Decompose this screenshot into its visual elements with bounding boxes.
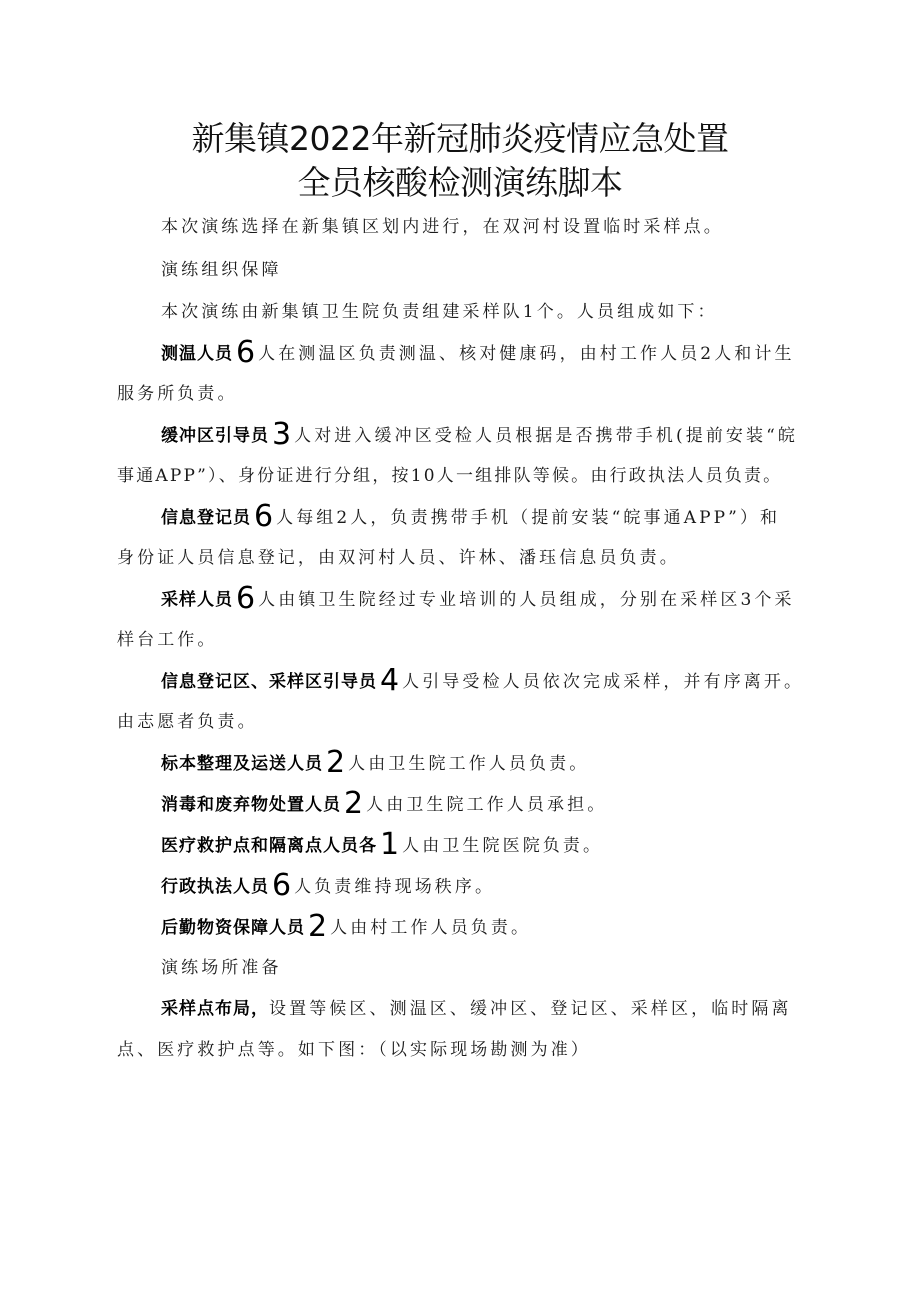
role-line bbox=[161, 333, 795, 374]
role-count: 2 bbox=[326, 745, 346, 780]
role-label: 后勤物资保障人员 bbox=[161, 918, 305, 938]
role-text: 人引导受检人员依次完成采样，并有序离开。 bbox=[402, 672, 805, 692]
role-label: 测温人员 bbox=[161, 344, 233, 364]
role-count: 4 bbox=[380, 663, 400, 698]
role-label: 消毒和废弃物处置人员 bbox=[161, 795, 341, 815]
layout-line bbox=[161, 989, 792, 1029]
role-count: 6 bbox=[236, 581, 256, 616]
layout-line-continuation: 点、医疗救护点等。如下图：（以实际现场勘测为准） bbox=[117, 1040, 591, 1060]
layout-label: 采样点布局， bbox=[161, 999, 269, 1019]
intro-paragraph: 本次演练选择在新集镇区划内进行，在双河村设置临时采样点。 bbox=[161, 217, 724, 237]
team-intro-paragraph: 本次演练由新集镇卫生院负责组建采样队1个。人员组成如下： bbox=[161, 302, 718, 322]
role-text: 人每组2人，负责携带手机（提前安装“皖事通APP”）和 bbox=[276, 508, 781, 528]
role-line bbox=[161, 907, 531, 948]
role-line-continuation: 样台工作。 bbox=[117, 630, 218, 650]
role-text: 人由卫生院医院负责。 bbox=[402, 836, 604, 856]
role-line-continuation: 事通APP”）、身份证进行分组，按10人一组排队等候。由行政执法人员负责。 bbox=[117, 466, 783, 486]
role-label: 医疗救护点和隔离点人员各 bbox=[161, 836, 377, 856]
role-line-continuation: 身份证人员信息登记，由双河村人员、许林、潘珏信息员负责。 bbox=[117, 548, 680, 568]
section-heading-venue: 演练场所准备 bbox=[161, 958, 282, 978]
role-line bbox=[161, 825, 603, 866]
role-text: 人负责维持现场秩序。 bbox=[294, 877, 496, 897]
role-label: 信息登记员 bbox=[161, 508, 251, 528]
role-line bbox=[161, 579, 795, 620]
role-line-continuation: 由志愿者负责。 bbox=[117, 712, 258, 732]
title-line-1: 新集镇2022年新冠肺炎疫情应急处置 bbox=[191, 119, 729, 158]
role-label: 行政执法人员 bbox=[161, 877, 269, 897]
role-text: 人由镇卫生院经过专业培训的人员组成，分别在采样区3个采 bbox=[258, 590, 795, 610]
role-count: 6 bbox=[254, 499, 274, 534]
role-line bbox=[161, 866, 495, 907]
role-label: 信息登记区、采样区引导员 bbox=[161, 672, 377, 692]
role-text: 人对进入缓冲区受检人员根据是否携带手机(提前安装“皖 bbox=[294, 426, 799, 446]
layout-text: 设置等候区、测温区、缓冲区、登记区、采样区，临时隔离 bbox=[269, 999, 792, 1019]
role-count: 6 bbox=[272, 868, 292, 903]
role-count: 3 bbox=[272, 417, 292, 452]
role-text: 人由卫生院工作人员承担。 bbox=[366, 795, 608, 815]
role-count: 2 bbox=[308, 909, 328, 944]
role-line bbox=[161, 784, 607, 825]
role-text: 人由卫生院工作人员负责。 bbox=[348, 754, 590, 774]
section-heading-organization: 演练组织保障 bbox=[161, 260, 282, 280]
role-line-continuation: 服务所负责。 bbox=[117, 384, 238, 404]
role-text: 人在测温区负责测温、核对健康码，由村工作人员2人和计生 bbox=[258, 344, 795, 364]
role-line bbox=[161, 415, 798, 456]
role-count: 1 bbox=[380, 827, 400, 862]
role-label: 标本整理及运送人员 bbox=[161, 754, 323, 774]
role-label: 缓冲区引导员 bbox=[161, 426, 269, 446]
role-line bbox=[161, 497, 780, 538]
role-text: 人由村工作人员负责。 bbox=[330, 918, 532, 938]
role-line bbox=[161, 743, 589, 784]
title-line-2: 全员核酸检测演练脚本 bbox=[297, 163, 623, 202]
role-count: 6 bbox=[236, 335, 256, 370]
role-count: 2 bbox=[344, 786, 364, 821]
role-label: 采样人员 bbox=[161, 590, 233, 610]
role-line bbox=[161, 661, 804, 702]
